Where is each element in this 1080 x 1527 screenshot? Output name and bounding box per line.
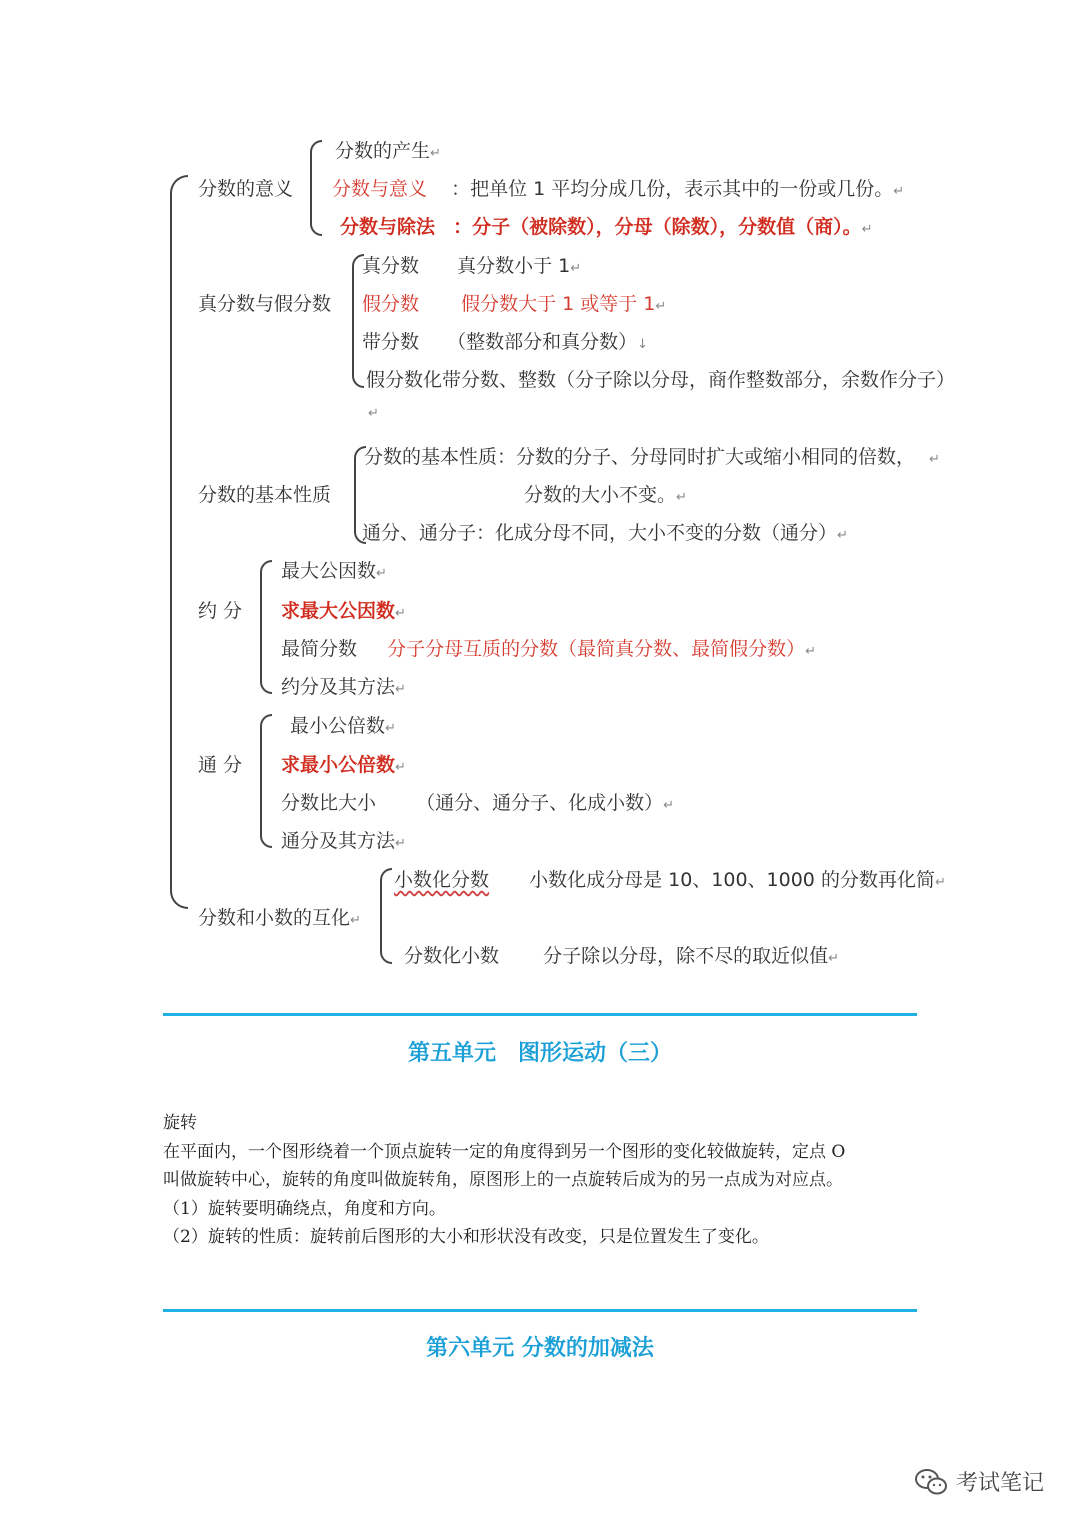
unit5-point-1: （1）旋转要明确绕点，角度和方向。 [163, 1199, 446, 1219]
return-mark: ↵ [368, 406, 379, 421]
reduce-item-1: 最大公因数↵ [281, 560, 387, 582]
convert-label: 分数和小数的互化↵ [198, 907, 361, 929]
proper-label: 真分数与假分数 [198, 293, 332, 315]
common-item-2: 求最小公倍数↵ [281, 754, 406, 776]
proper-item-3: 带分数 （整数部分和真分数）↓ [362, 331, 648, 353]
basic-line-3: 通分、通分子：化成分母不同，大小不变的分数（通分）↵ [362, 522, 848, 544]
common-label: 通 分 [198, 754, 243, 776]
proper-item-4: 假分数化带分数、整数（分子除以分母，商作整数部分，余数作分子） [366, 369, 956, 391]
basic-line-1: 分数的基本性质：分数的分子、分母同时扩大或缩小相同的倍数， ↵ [364, 446, 940, 468]
outer-brace [170, 175, 188, 909]
meaning-brace [310, 140, 322, 236]
meaning-item-1: 分数的产生↵ [335, 140, 441, 162]
unit5-title: 第五单元 图形运动（三） [407, 1041, 672, 1066]
watermark [914, 1466, 1044, 1497]
meaning-item-2: 分数与意义 ：把单位 1 平均分成几份，表示其中的一份或几份。↵ [332, 178, 905, 200]
section-divider [163, 1309, 917, 1312]
reduce-item-4: 约分及其方法↵ [281, 676, 406, 698]
common-brace [260, 714, 272, 848]
reduce-brace [260, 560, 272, 694]
wechat-icon [914, 1468, 948, 1496]
proper-item-2: 假分数 假分数大于 1 或等于 1↵ [362, 293, 667, 315]
meaning-item-3: 分数与除法 ：分子（被除数），分母（除数），分数值（商）。↵ [340, 216, 873, 238]
common-item-3: 分数比大小 （通分、通分子、化成小数）↵ [281, 792, 674, 814]
unit5-paragraph-2: 叫做旋转中心，旋转的角度叫做旋转角，原图形上的一点旋转后成为的另一点成为对应点。 [163, 1170, 843, 1190]
unit5-subtitle: 旋转 [163, 1113, 197, 1133]
common-item-4: 通分及其方法↵ [281, 830, 406, 852]
convert-brace [380, 868, 392, 964]
meaning-label: 分数的意义 [198, 178, 294, 200]
unit6-title: 第六单元 分数的加减法 [426, 1336, 654, 1361]
convert-item-1: 小数化分数 小数化成分母是 10、100、1000 的分数再化简↵ [394, 869, 946, 891]
unit5-point-2: （2）旋转的性质：旋转前后图形的大小和形状没有改变，只是位置发生了变化。 [163, 1227, 769, 1247]
watermark-text: 考试笔记 [955, 1471, 1044, 1496]
section-divider [163, 1013, 917, 1016]
reduce-item-2: 求最大公因数↵ [281, 600, 406, 622]
unit5-paragraph-1: 在平面内，一个图形绕着一个顶点旋转一定的角度得到另一个图形的变化较做旋转，定点 O [163, 1142, 846, 1162]
proper-item-1: 真分数 真分数小于 1↵ [362, 255, 582, 277]
reduce-item-3: 最简分数 分子分母互质的分数（最简真分数、最简假分数）↵ [281, 638, 816, 660]
reduce-label: 约 分 [198, 600, 243, 622]
basic-line-2: 分数的大小不变。↵ [524, 484, 687, 506]
basic-label: 分数的基本性质 [198, 484, 332, 506]
common-item-1: 最小公倍数↵ [290, 715, 396, 737]
convert-item-2: 分数化小数 分子除以分母，除不尽的取近似值↵ [404, 945, 839, 967]
